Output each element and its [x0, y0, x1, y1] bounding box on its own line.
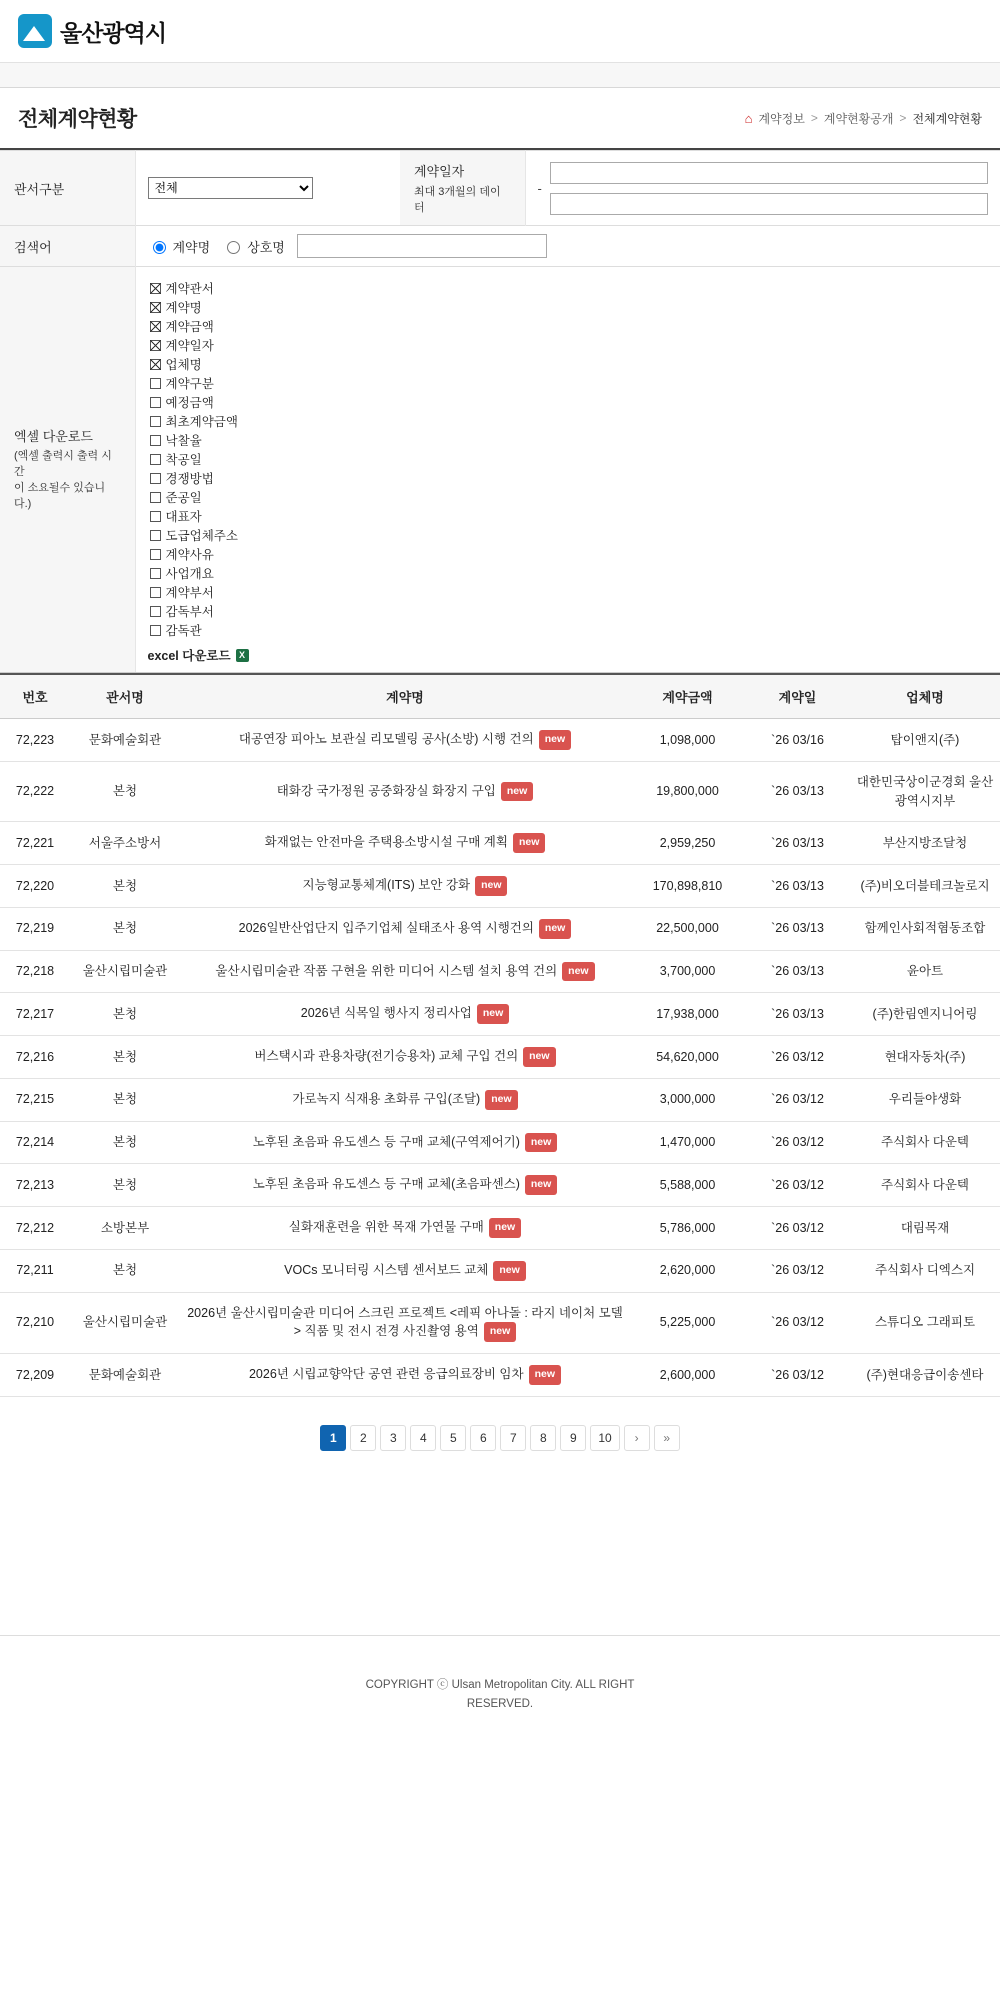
new-badge: new — [477, 1004, 509, 1024]
cell-amount: 54,620,000 — [630, 1036, 745, 1079]
checkbox-icon[interactable] — [150, 606, 161, 617]
cell-date: `26 03/13 — [745, 822, 850, 865]
pagination — [0, 1397, 1000, 1485]
date-separator: - — [537, 180, 542, 196]
page-6-button[interactable]: 6 — [470, 1425, 496, 1451]
new-badge: new — [525, 1175, 557, 1195]
cell-date: `26 03/12 — [745, 1036, 850, 1079]
page-5-button[interactable]: 5 — [440, 1425, 466, 1451]
cell-date: `26 03/12 — [745, 1078, 850, 1121]
cell-amount: 2,600,000 — [630, 1354, 745, 1397]
checkbox-icon[interactable] — [150, 492, 161, 503]
cell-contract-name[interactable] — [180, 993, 630, 1036]
table-row[interactable] — [0, 1292, 1000, 1354]
dept-select[interactable] — [148, 177, 313, 199]
date-label-sub: 최대 3개월의 데이터 — [414, 186, 501, 214]
cell-dept: 서울주소방서 — [70, 822, 180, 865]
contract-name-link[interactable]: 2026년 시립교향악단 공연 관련 응급의료장비 임차 — [248, 1367, 524, 1382]
cell-date: `26 03/16 — [745, 719, 850, 762]
site-header — [0, 0, 1000, 62]
date-from-input[interactable] — [550, 162, 988, 184]
ulsan-logo-icon — [18, 14, 52, 48]
table-row[interactable] — [0, 1164, 1000, 1207]
cell-no: 72,220 — [0, 865, 70, 908]
breadcrumb-separator: > — [810, 111, 818, 125]
excel-column-label: 업체명 — [165, 358, 202, 372]
page-title-bar — [0, 88, 1000, 150]
home-icon[interactable]: ⌂ — [744, 110, 753, 126]
last-page-button[interactable]: » — [654, 1425, 680, 1451]
date-cell — [525, 151, 1000, 226]
excel-label-cell — [0, 267, 135, 673]
form-row-dept — [0, 151, 1000, 226]
excel-note-line2: 이 소요될수 있습니다.) — [14, 482, 106, 510]
checkbox-icon[interactable] — [150, 435, 161, 446]
excel-column-label: 사업개요 — [165, 567, 214, 581]
cell-contract-name[interactable] — [180, 1164, 630, 1207]
excel-column-item[interactable] — [150, 374, 989, 392]
search-panel — [0, 150, 1000, 673]
excel-label: 엑셀 다운로드 — [14, 429, 93, 445]
cell-amount: 19,800,000 — [630, 761, 745, 822]
page-3-button[interactable]: 3 — [380, 1425, 406, 1451]
checkbox-icon[interactable] — [150, 549, 161, 560]
table-body — [0, 719, 1000, 1397]
cell-date: `26 03/12 — [745, 1121, 850, 1164]
excel-column-item[interactable] — [150, 450, 989, 468]
table-row[interactable] — [0, 1207, 1000, 1250]
new-badge: new — [529, 1365, 561, 1385]
cell-dept: 본청 — [70, 1249, 180, 1292]
cell-amount: 5,588,000 — [630, 1164, 745, 1207]
cell-date: `26 03/12 — [745, 1292, 850, 1354]
checkbox-icon[interactable] — [150, 511, 161, 522]
cell-amount: 2,620,000 — [630, 1249, 745, 1292]
excel-column-item[interactable] — [150, 621, 989, 639]
cell-no: 72,223 — [0, 719, 70, 762]
page-10-button[interactable]: 10 — [590, 1425, 619, 1451]
cell-dept: 본청 — [70, 907, 180, 950]
excel-column-label: 계약명 — [165, 301, 202, 315]
excel-column-item[interactable] — [150, 317, 989, 335]
page-1-button[interactable]: 1 — [320, 1425, 346, 1451]
excel-column-label: 준공일 — [165, 491, 202, 505]
site-logo[interactable] — [18, 14, 166, 48]
cell-dept: 울산시립미술관 — [70, 1292, 180, 1354]
excel-column-label: 도급업체주소 — [165, 529, 238, 543]
copyright-line2: RESERVED. — [466, 1698, 534, 1711]
bottom-spacer — [0, 1485, 1000, 1635]
dept-label: 관서구분 — [0, 151, 135, 226]
contract-name-link[interactable]: 대공연장 피아노 보관실 리모델링 공사(소방) 시행 건의 — [238, 732, 534, 747]
contracts-table — [0, 673, 1000, 1397]
cell-amount: 1,098,000 — [630, 719, 745, 762]
cell-date: `26 03/13 — [745, 865, 850, 908]
cell-amount: 3,700,000 — [630, 950, 745, 993]
cell-contract-name[interactable] — [180, 865, 630, 908]
excel-column-item[interactable] — [150, 526, 989, 544]
checkbox-icon[interactable] — [150, 454, 161, 465]
cell-company: 주식회사 디엑스지 — [850, 1249, 1000, 1292]
contract-name-link[interactable]: 실화재훈련을 위한 목재 가연물 구매 — [288, 1220, 484, 1235]
cell-dept: 본청 — [70, 1164, 180, 1207]
checkbox-icon[interactable] — [150, 416, 161, 427]
date-to-input[interactable] — [550, 193, 988, 215]
cell-contract-name[interactable] — [180, 822, 630, 865]
cell-contract-name[interactable] — [180, 950, 630, 993]
checkbox-icon[interactable] — [150, 283, 161, 294]
excel-column-item[interactable] — [150, 393, 989, 411]
new-badge: new — [539, 730, 571, 750]
cell-no: 72,221 — [0, 822, 70, 865]
site-footer — [0, 1635, 1000, 1745]
cell-company: 대림목재 — [850, 1207, 1000, 1250]
cell-amount: 5,225,000 — [630, 1292, 745, 1354]
page-8-button[interactable]: 8 — [530, 1425, 556, 1451]
excel-column-label: 계약사유 — [165, 548, 214, 562]
page-4-button[interactable]: 4 — [410, 1425, 436, 1451]
next-page-button[interactable]: › — [624, 1425, 650, 1451]
excel-file-icon: X — [236, 649, 249, 662]
contract-name-link[interactable]: 버스택시과 관용차량(전기승용차) 교체 구입 건의 — [254, 1049, 519, 1064]
new-badge: new — [493, 1261, 525, 1281]
cell-dept: 문화예술회관 — [70, 719, 180, 762]
page-7-button[interactable]: 7 — [500, 1425, 526, 1451]
cell-company: (주)비오더블테크놀로지 — [850, 865, 1000, 908]
table-row[interactable] — [0, 1036, 1000, 1079]
cell-company: 현대자동차(주) — [850, 1036, 1000, 1079]
cell-contract-name[interactable] — [180, 1078, 630, 1121]
cell-date: `26 03/12 — [745, 1207, 850, 1250]
new-badge: new — [501, 782, 533, 802]
table-row[interactable] — [0, 950, 1000, 993]
table-row[interactable] — [0, 719, 1000, 762]
cell-contract-name[interactable] — [180, 1249, 630, 1292]
cell-no: 72,217 — [0, 993, 70, 1036]
new-badge: new — [489, 1218, 521, 1238]
excel-column-item[interactable] — [150, 469, 989, 487]
cell-no: 72,219 — [0, 907, 70, 950]
excel-column-label: 최초계약금액 — [165, 415, 238, 429]
excel-column-label: 계약일자 — [165, 339, 214, 353]
table-row[interactable] — [0, 993, 1000, 1036]
cell-company: 주식회사 다운텍 — [850, 1164, 1000, 1207]
new-badge: new — [539, 919, 571, 939]
cell-amount: 22,500,000 — [630, 907, 745, 950]
checkbox-icon[interactable] — [150, 530, 161, 541]
table-row[interactable] — [0, 1354, 1000, 1397]
cell-contract-name[interactable] — [180, 1292, 630, 1354]
cell-company: 대한민국상이군경회 울산광역시지부 — [850, 761, 1000, 822]
excel-column-list — [148, 275, 989, 639]
cell-contract-name[interactable] — [180, 761, 630, 822]
cell-dept: 본청 — [70, 761, 180, 822]
excel-download-label: excel 다운로드 — [147, 649, 231, 663]
cell-company: (주)현대응급이송센타 — [850, 1354, 1000, 1397]
cell-date: `26 03/13 — [745, 993, 850, 1036]
excel-column-label: 경쟁방법 — [165, 472, 214, 486]
cell-contract-name[interactable] — [180, 1354, 630, 1397]
checkbox-icon[interactable] — [150, 321, 161, 332]
cell-date: `26 03/12 — [745, 1249, 850, 1292]
breadcrumb-item-0[interactable]: 계약정보 — [758, 111, 805, 126]
excel-column-label: 계약부서 — [165, 586, 214, 600]
excel-column-item[interactable] — [150, 298, 989, 316]
new-badge: new — [485, 1090, 517, 1110]
cell-no: 72,209 — [0, 1354, 70, 1397]
date-label — [400, 151, 525, 226]
cell-date: `26 03/12 — [745, 1164, 850, 1207]
cell-amount: 2,959,250 — [630, 822, 745, 865]
cell-dept: 본청 — [70, 1121, 180, 1164]
excel-column-item[interactable] — [150, 545, 989, 563]
excel-column-item[interactable] — [150, 488, 989, 506]
contract-name-link[interactable]: 가로녹지 식재용 초화류 구입(조달) — [292, 1091, 481, 1106]
new-badge: new — [513, 833, 545, 853]
excel-column-item[interactable] — [150, 279, 989, 297]
table-row[interactable] — [0, 822, 1000, 865]
cell-contract-name[interactable] — [180, 907, 630, 950]
cell-dept: 본청 — [70, 865, 180, 908]
excel-download-button[interactable] — [148, 646, 989, 664]
form-row-excel — [0, 267, 1000, 673]
cell-dept: 본청 — [70, 1078, 180, 1121]
dept-cell — [135, 151, 400, 226]
excel-column-label: 계약구분 — [165, 377, 214, 391]
cell-no: 72,213 — [0, 1164, 70, 1207]
cell-dept: 울산시립미술관 — [70, 950, 180, 993]
new-badge: new — [475, 876, 507, 896]
excel-column-label: 감독관 — [165, 624, 202, 638]
excel-column-label: 감독부서 — [165, 605, 214, 619]
cell-dept: 본청 — [70, 993, 180, 1036]
new-badge: new — [484, 1322, 516, 1342]
checkbox-icon[interactable] — [150, 378, 161, 389]
radio-contract-name-label[interactable]: 계약명 — [172, 239, 211, 255]
cell-date: `26 03/13 — [745, 761, 850, 822]
page-title: 전체계약현황 — [18, 108, 137, 131]
new-badge: new — [525, 1133, 557, 1153]
site-name: 울산광역시 — [60, 19, 167, 46]
contract-name-link[interactable]: 2026년 울산시립미술관 미디어 스크린 프로젝트 <레픽 아나돌 : 라지 네이처 모델> 직품 및 전시 전경 사진촬영 용역 — [187, 1305, 623, 1339]
cell-amount: 5,786,000 — [630, 1207, 745, 1250]
contract-name-link[interactable]: 지능형교통체계(ITS) 보안 강화 — [302, 878, 471, 893]
col-amount: 계약금액 — [630, 674, 745, 719]
cell-date: `26 03/12 — [745, 1354, 850, 1397]
cell-no: 72,218 — [0, 950, 70, 993]
contract-name-link[interactable]: 노후된 초음파 유도센스 등 구매 교체(초음파센스) — [252, 1177, 520, 1192]
checkbox-icon[interactable] — [150, 625, 161, 636]
cell-company: 부산지방조달청 — [850, 822, 1000, 865]
cell-amount: 1,470,000 — [630, 1121, 745, 1164]
keyword-input[interactable] — [297, 234, 547, 258]
checkbox-icon[interactable] — [150, 359, 161, 370]
cell-dept: 소방본부 — [70, 1207, 180, 1250]
checkbox-icon[interactable] — [150, 302, 161, 313]
excel-column-label: 계약관서 — [165, 282, 214, 296]
excel-column-item[interactable] — [150, 431, 989, 449]
cell-contract-name[interactable] — [180, 1207, 630, 1250]
checkbox-icon[interactable] — [150, 340, 161, 351]
checkbox-icon[interactable] — [150, 587, 161, 598]
breadcrumb-item-1[interactable]: 계약현황공개 — [823, 111, 894, 126]
excel-column-label: 예정금액 — [165, 396, 214, 410]
page-2-button[interactable]: 2 — [350, 1425, 376, 1451]
cell-company: 우리들야생화 — [850, 1078, 1000, 1121]
breadcrumb-separator: > — [899, 111, 907, 125]
cell-no: 72,214 — [0, 1121, 70, 1164]
cell-company: 주식회사 다운텍 — [850, 1121, 1000, 1164]
contract-name-link[interactable]: VOCs 모니터링 시스템 센서보드 교체 — [284, 1262, 489, 1277]
col-date: 계약일 — [745, 674, 850, 719]
excel-column-item[interactable] — [150, 564, 989, 582]
cell-no: 72,211 — [0, 1249, 70, 1292]
page-9-button[interactable]: 9 — [560, 1425, 586, 1451]
cell-dept: 본청 — [70, 1036, 180, 1079]
new-badge: new — [523, 1047, 555, 1067]
cell-contract-name[interactable] — [180, 1036, 630, 1079]
table-header-row — [0, 674, 1000, 719]
excel-note-line1: (엑셀 출력시 출력 시간 — [14, 450, 112, 479]
cell-date: `26 03/13 — [745, 950, 850, 993]
cell-no: 72,215 — [0, 1078, 70, 1121]
copyright-line1: COPYRIGHT ⓒ Ulsan Metropolitan City. ALL RIGHT — [365, 1678, 635, 1691]
cell-company: 윤아트 — [850, 950, 1000, 993]
radio-company-name-label[interactable]: 상호명 — [247, 239, 285, 255]
cell-company: 스튜디오 그래피토 — [850, 1292, 1000, 1354]
contract-name-link[interactable]: 화재없는 안전마을 주택용소방시설 구매 계획 — [264, 835, 508, 850]
breadcrumb-item-2: 전체계약현황 — [912, 111, 982, 126]
cell-amount: 17,938,000 — [630, 993, 745, 1036]
col-name: 계약명 — [180, 674, 630, 719]
excel-column-label: 대표자 — [165, 510, 202, 524]
checkbox-icon[interactable] — [150, 397, 161, 408]
excel-column-item[interactable] — [150, 602, 989, 620]
cell-amount: 3,000,000 — [630, 1078, 745, 1121]
col-no: 번호 — [0, 674, 70, 719]
excel-column-label: 계약금액 — [165, 320, 214, 334]
form-row-keyword — [0, 226, 1000, 267]
excel-column-item[interactable] — [150, 336, 989, 354]
cell-date: `26 03/13 — [745, 907, 850, 950]
cell-no: 72,210 — [0, 1292, 70, 1354]
excel-columns-cell — [135, 267, 1000, 673]
date-label-main: 계약일자 — [414, 164, 465, 179]
table-row[interactable] — [0, 1249, 1000, 1292]
table-row[interactable] — [0, 907, 1000, 950]
keyword-label: 검색어 — [0, 226, 135, 267]
cell-company: 탑이앤지(주) — [850, 719, 1000, 762]
cell-no: 72,216 — [0, 1036, 70, 1079]
cell-contract-name[interactable] — [180, 1121, 630, 1164]
checkbox-icon[interactable] — [150, 568, 161, 579]
excel-column-item[interactable] — [150, 583, 989, 601]
contract-name-link[interactable]: 노후된 초음파 유도센스 등 구매 교체(구역제어기) — [252, 1134, 520, 1149]
cell-company: (주)한림엔지니어링 — [850, 993, 1000, 1036]
table-row[interactable] — [0, 761, 1000, 822]
cell-amount: 170,898,810 — [630, 865, 745, 908]
contract-name-link[interactable]: 2026년 식목일 행사지 정리사업 — [300, 1006, 472, 1021]
cell-no: 72,222 — [0, 761, 70, 822]
excel-column-item[interactable] — [150, 355, 989, 373]
contract-name-link[interactable]: 울산시립미술관 작품 구현을 위한 미디어 시스템 설치 용역 건의 — [215, 963, 558, 978]
cell-contract-name[interactable] — [180, 719, 630, 762]
new-badge: new — [562, 962, 594, 982]
table-row[interactable] — [0, 865, 1000, 908]
col-company: 업체명 — [850, 674, 1000, 719]
cell-company: 함께인사회적혐동조합 — [850, 907, 1000, 950]
radio-contract-name[interactable] — [153, 241, 166, 254]
keyword-cell — [135, 226, 1000, 267]
excel-column-label: 낙찰율 — [165, 434, 202, 448]
excel-column-item[interactable] — [150, 412, 989, 430]
radio-company-name[interactable] — [227, 241, 240, 254]
excel-column-item[interactable] — [150, 507, 989, 525]
contract-name-link[interactable]: 태화강 국가정원 공중화장실 화장지 구입 — [276, 783, 496, 798]
cell-no: 72,212 — [0, 1207, 70, 1250]
col-dept: 관서명 — [70, 674, 180, 719]
table-row[interactable] — [0, 1121, 1000, 1164]
breadcrumb — [745, 110, 982, 127]
search-form — [0, 150, 1000, 672]
checkbox-icon[interactable] — [150, 473, 161, 484]
contract-name-link[interactable]: 2026일반산업단지 입주기업체 실태조사 용역 시행건의 — [238, 920, 534, 935]
table-row[interactable] — [0, 1078, 1000, 1121]
nav-strip — [0, 62, 1000, 88]
cell-dept: 문화예술회관 — [70, 1354, 180, 1397]
excel-column-label: 착공일 — [165, 453, 202, 467]
